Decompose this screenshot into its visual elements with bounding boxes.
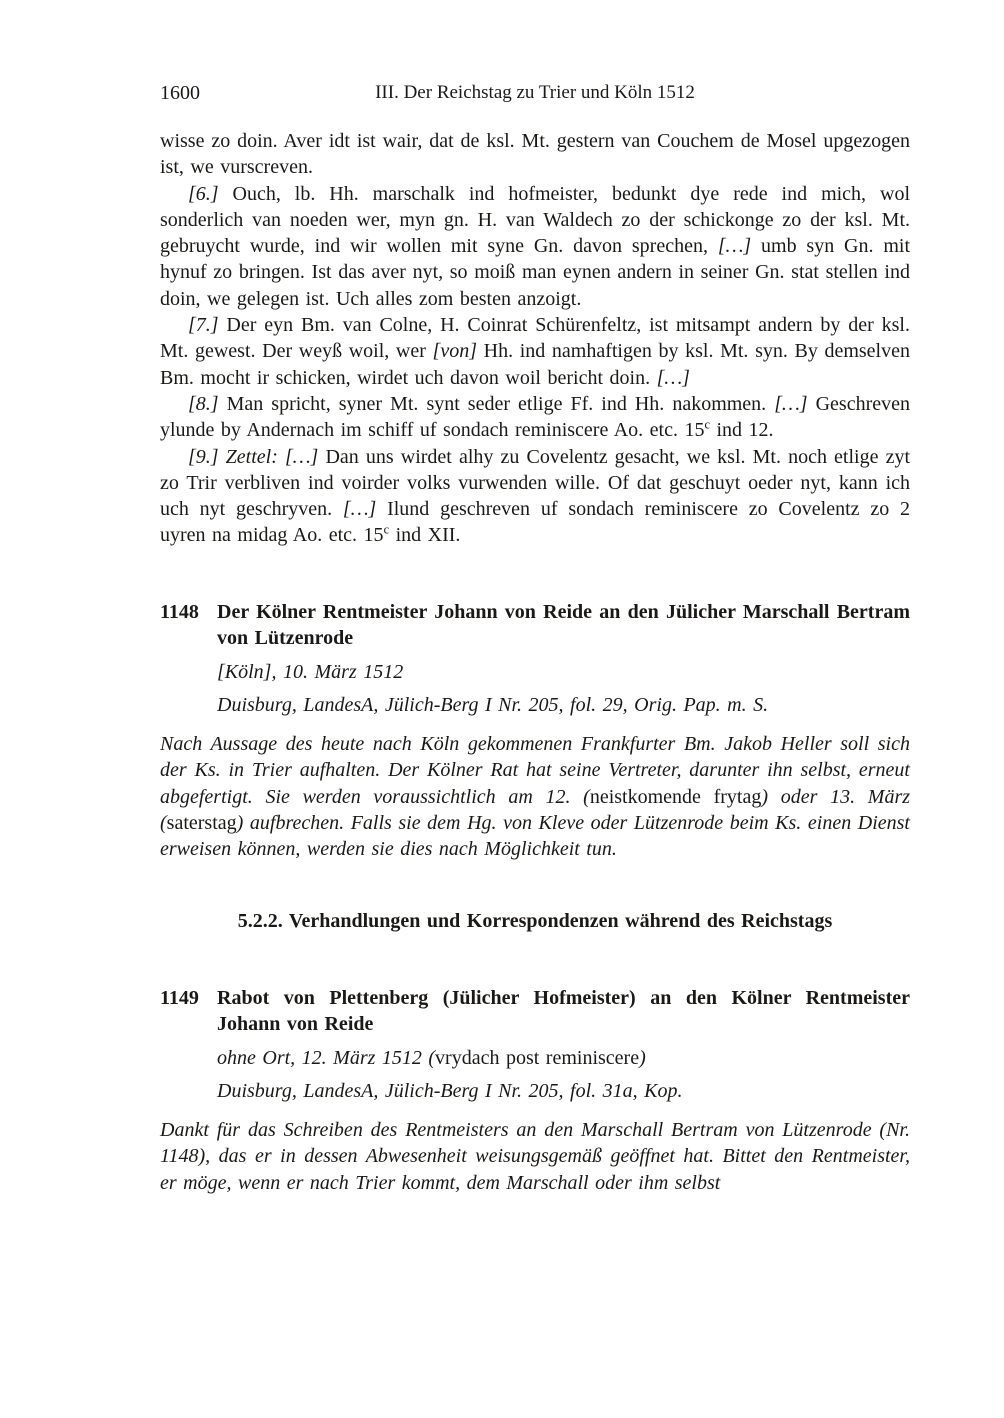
- text-run: Geschreven ylunde by Andernach im schiff uf sondach reminiscere Ao. etc. 15: [160, 392, 910, 442]
- entry-heading-text: [217, 601, 910, 649]
- text-run: Der eyn Bm. van Colne, H. Coinrat Schürenfeltz, ist mitsampt andern by der ksl. Mt. gewest. Der weyß woil, wer: [160, 314, 910, 363]
- entry-heading: [160, 985, 910, 1038]
- text-run: ind 12.: [709, 419, 774, 442]
- running-title: III. Der Reichstag zu Trier und Köln 1512: [375, 82, 695, 103]
- text-run: […]: [774, 392, 808, 415]
- meta: [217, 1045, 910, 1071]
- text-run: 5.2.2. Verhandlungen und Korrespondenzen während des Reichstags: [237, 910, 833, 933]
- body: [160, 312, 910, 391]
- text-run: Hh. ind namhaftigen by ksl. Mt. syn. By demselven Bm. mocht ir schicken, wirdet uch davon woil bericht doin.: [160, 340, 910, 389]
- meta: [217, 692, 910, 718]
- entry-number: 1149: [160, 986, 199, 1009]
- text-run: [Köln], 10. März 1512: [217, 661, 404, 684]
- meta: [217, 1078, 910, 1104]
- meta: [217, 659, 910, 685]
- section-heading: [160, 908, 910, 934]
- summary: [160, 1117, 910, 1196]
- text-run: c: [704, 417, 710, 432]
- text-run: [6.]: [188, 182, 219, 205]
- text-run: Ilund geschreven uf sondach reminiscere zo Covelentz zo 2 uyren na midag Ao. etc. 15: [160, 498, 910, 547]
- body: [160, 181, 910, 312]
- text-run: ind XII.: [389, 524, 461, 547]
- text-run: [7.]: [188, 314, 219, 337]
- entry-number: 1148: [160, 600, 199, 623]
- text-run: Duisburg, LandesA, Jülich-Berg I Nr. 205, fol. 31a, Kop.: [217, 1079, 683, 1102]
- text-run: [8.]: [188, 392, 219, 415]
- page-body: [160, 128, 910, 1196]
- text-run: ) aufbrechen. Falls sie dem Hg. von Kleve oder Lützenrode beim Ks. einen Dienst erweisen können, werden sie dies nach Möglichkeit tun.: [160, 811, 910, 861]
- text-run: ohne Ort, 12. März 1512 (: [217, 1047, 436, 1070]
- body: [160, 444, 910, 549]
- text-run: Der Kölner Rentmeister Johann von Reide an den Jülicher Marschall Bertram von Lützenrode: [217, 600, 910, 650]
- text-run: Duisburg, LandesA, Jülich-Berg I Nr. 205, fol. 29, Orig. Pap. m. S.: [217, 693, 769, 716]
- text-run: ) oder 13. März (: [160, 785, 911, 834]
- text-run: Nach Aussage des heute nach Köln gekommenen Frankfurter Bm. Jakob Heller soll sich der Ks. in Trier aufhalten. Der Kölner Rat hat seine Vertreter, darunter ihn selbst, erneut abgefertigt. Sie werden voraussichtlich am 12. (: [160, 732, 910, 808]
- text-run: [9.] Zettel: […]: [188, 445, 319, 468]
- text-run: vrydach post reminiscere: [435, 1047, 640, 1070]
- text-run: [von]: [432, 340, 477, 363]
- text-run: c: [383, 522, 390, 537]
- text-run: Dan uns wirdet alhy zu Covelentz gesacht, we ksl. Mt. noch etlige zyt zo Trir verbliven ind voirder volks vurwenden wille. Of dat geschuyt oeder nyt, kann ich uch nyt geschryven.: [160, 445, 911, 521]
- text-run: umb syn Gn. mit hynuf zo bringen. Ist das aver nyt, so moiß man eynen andern in seiner Gn. stat stellen ind doin, we gelegen ist. Uch alles zom besten anzoigt.: [160, 235, 911, 310]
- text-run: […]: [342, 498, 377, 521]
- text-run: Ouch, lb. Hh. marschalk ind hofmeister, bedunkt dye rede ind mich, wol sonderlich van noeden wer, myn gn. H. van Waldech zo der schickonge zo der ksl. Mt. gebruycht wurde, ind wir wollen mit syne Gn. davon sprechen,: [160, 182, 910, 258]
- text-run: neistkomende frytag: [589, 785, 762, 808]
- entry-heading: [160, 599, 910, 652]
- text-run: […]: [656, 366, 690, 389]
- summary: [160, 731, 910, 862]
- text-run: Dankt für das Schreiben des Rentmeisters an den Marschall Bertram von Lützenrode (Nr. 1148), das er in dessen Abwesenheit weisungsgemäß geöffnet hat. Bittet den Rentmeister, er möge, wenn er nach Trier kommt, dem Marschall oder ihm selbst: [160, 1118, 910, 1194]
- text-run: […]: [717, 235, 752, 258]
- continuation: [160, 128, 910, 181]
- text-run: saterstag: [166, 811, 237, 834]
- entry-heading-text: [217, 987, 910, 1035]
- page-header: [160, 80, 910, 106]
- text-run: ): [639, 1047, 646, 1070]
- page-number: 1600: [160, 82, 200, 104]
- body: [160, 391, 910, 444]
- text-run: Man spricht, syner Mt. synt seder etlige Ff. ind Hh. nakommen.: [218, 392, 775, 415]
- text-run: Rabot von Plettenberg (Jülicher Hofmeister) an den Kölner Rentmeister Johann von Reide: [217, 986, 910, 1036]
- text-run: wisse zo doin. Aver idt ist wair, dat de ksl. Mt. gestern van Couchem de Mosel upgezogen ist, we vurscreven.: [160, 130, 910, 179]
